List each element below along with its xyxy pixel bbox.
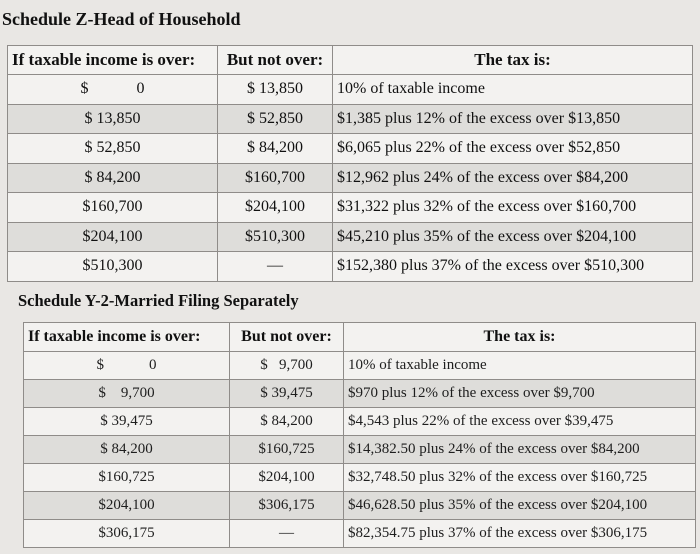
income-over-cell: $204,100 [8, 222, 218, 252]
table-row [8, 163, 693, 193]
schedule-y2-title: Schedule Y-2-Married Filing Separately [18, 291, 299, 310]
table-row [8, 75, 693, 105]
table-row [8, 222, 693, 252]
tax-cell: $4,543 plus 22% of the excess over $39,475 [344, 408, 696, 436]
tax-cell: 10% of taxable income [344, 352, 696, 380]
tax-cell: $31,322 plus 32% of the excess over $160,700 [333, 193, 693, 223]
column-header-not-over: But not over: [230, 323, 344, 352]
schedule-z-title: Schedule Z-Head of Household [2, 9, 241, 29]
tax-cell: $12,962 plus 24% of the excess over $84,200 [333, 163, 693, 193]
table-row [24, 408, 696, 436]
not-over-cell: $ 52,850 [218, 104, 333, 134]
table-row [24, 520, 696, 548]
table-row [24, 436, 696, 464]
not-over-cell: $160,725 [230, 436, 344, 464]
income-over-cell: $ 39,475 [24, 408, 230, 436]
not-over-cell: $306,175 [230, 492, 344, 520]
tax-cell: 10% of taxable income [333, 75, 693, 105]
income-over-cell: $160,725 [24, 464, 230, 492]
column-header-tax: The tax is: [333, 46, 693, 75]
table-row [8, 193, 693, 223]
column-header-income-over: If taxable income is over: [24, 323, 230, 352]
income-over-cell: $204,100 [24, 492, 230, 520]
not-over-cell: $ 9,700 [230, 352, 344, 380]
table-row [8, 104, 693, 134]
column-header-tax: The tax is: [344, 323, 696, 352]
income-over-cell: $ 0 [8, 75, 218, 105]
table-row [24, 492, 696, 520]
not-over-cell: $ 13,850 [218, 75, 333, 105]
tax-cell: $6,065 plus 22% of the excess over $52,850 [333, 134, 693, 164]
column-header-income-over: If taxable income is over: [8, 46, 218, 75]
table-row [24, 380, 696, 408]
table-row [8, 134, 693, 164]
income-over-cell: $ 13,850 [8, 104, 218, 134]
schedule-y2-table [23, 322, 696, 548]
income-over-cell: $510,300 [8, 252, 218, 282]
not-over-cell: — [230, 520, 344, 548]
schedule-z-table [7, 45, 693, 282]
income-over-cell: $ 84,200 [8, 163, 218, 193]
tax-cell: $1,385 plus 12% of the excess over $13,850 [333, 104, 693, 134]
not-over-cell: $204,100 [218, 193, 333, 223]
not-over-cell: $ 84,200 [218, 134, 333, 164]
table-row [24, 464, 696, 492]
not-over-cell: $ 84,200 [230, 408, 344, 436]
not-over-cell: $ 39,475 [230, 380, 344, 408]
tax-cell: $970 plus 12% of the excess over $9,700 [344, 380, 696, 408]
income-over-cell: $ 0 [24, 352, 230, 380]
tax-cell: $14,382.50 plus 24% of the excess over $84,200 [344, 436, 696, 464]
income-over-cell: $306,175 [24, 520, 230, 548]
income-over-cell: $160,700 [8, 193, 218, 223]
not-over-cell: — [218, 252, 333, 282]
table-header-row [8, 46, 693, 75]
not-over-cell: $160,700 [218, 163, 333, 193]
table-header-row [24, 323, 696, 352]
tax-cell: $152,380 plus 37% of the excess over $510,300 [333, 252, 693, 282]
not-over-cell: $204,100 [230, 464, 344, 492]
income-over-cell: $ 84,200 [24, 436, 230, 464]
income-over-cell: $ 9,700 [24, 380, 230, 408]
table-row [24, 352, 696, 380]
income-over-cell: $ 52,850 [8, 134, 218, 164]
tax-cell: $32,748.50 plus 32% of the excess over $160,725 [344, 464, 696, 492]
column-header-not-over: But not over: [218, 46, 333, 75]
tax-cell: $45,210 plus 35% of the excess over $204,100 [333, 222, 693, 252]
tax-cell: $46,628.50 plus 35% of the excess over $204,100 [344, 492, 696, 520]
tax-cell: $82,354.75 plus 37% of the excess over $306,175 [344, 520, 696, 548]
table-row [8, 252, 693, 282]
not-over-cell: $510,300 [218, 222, 333, 252]
